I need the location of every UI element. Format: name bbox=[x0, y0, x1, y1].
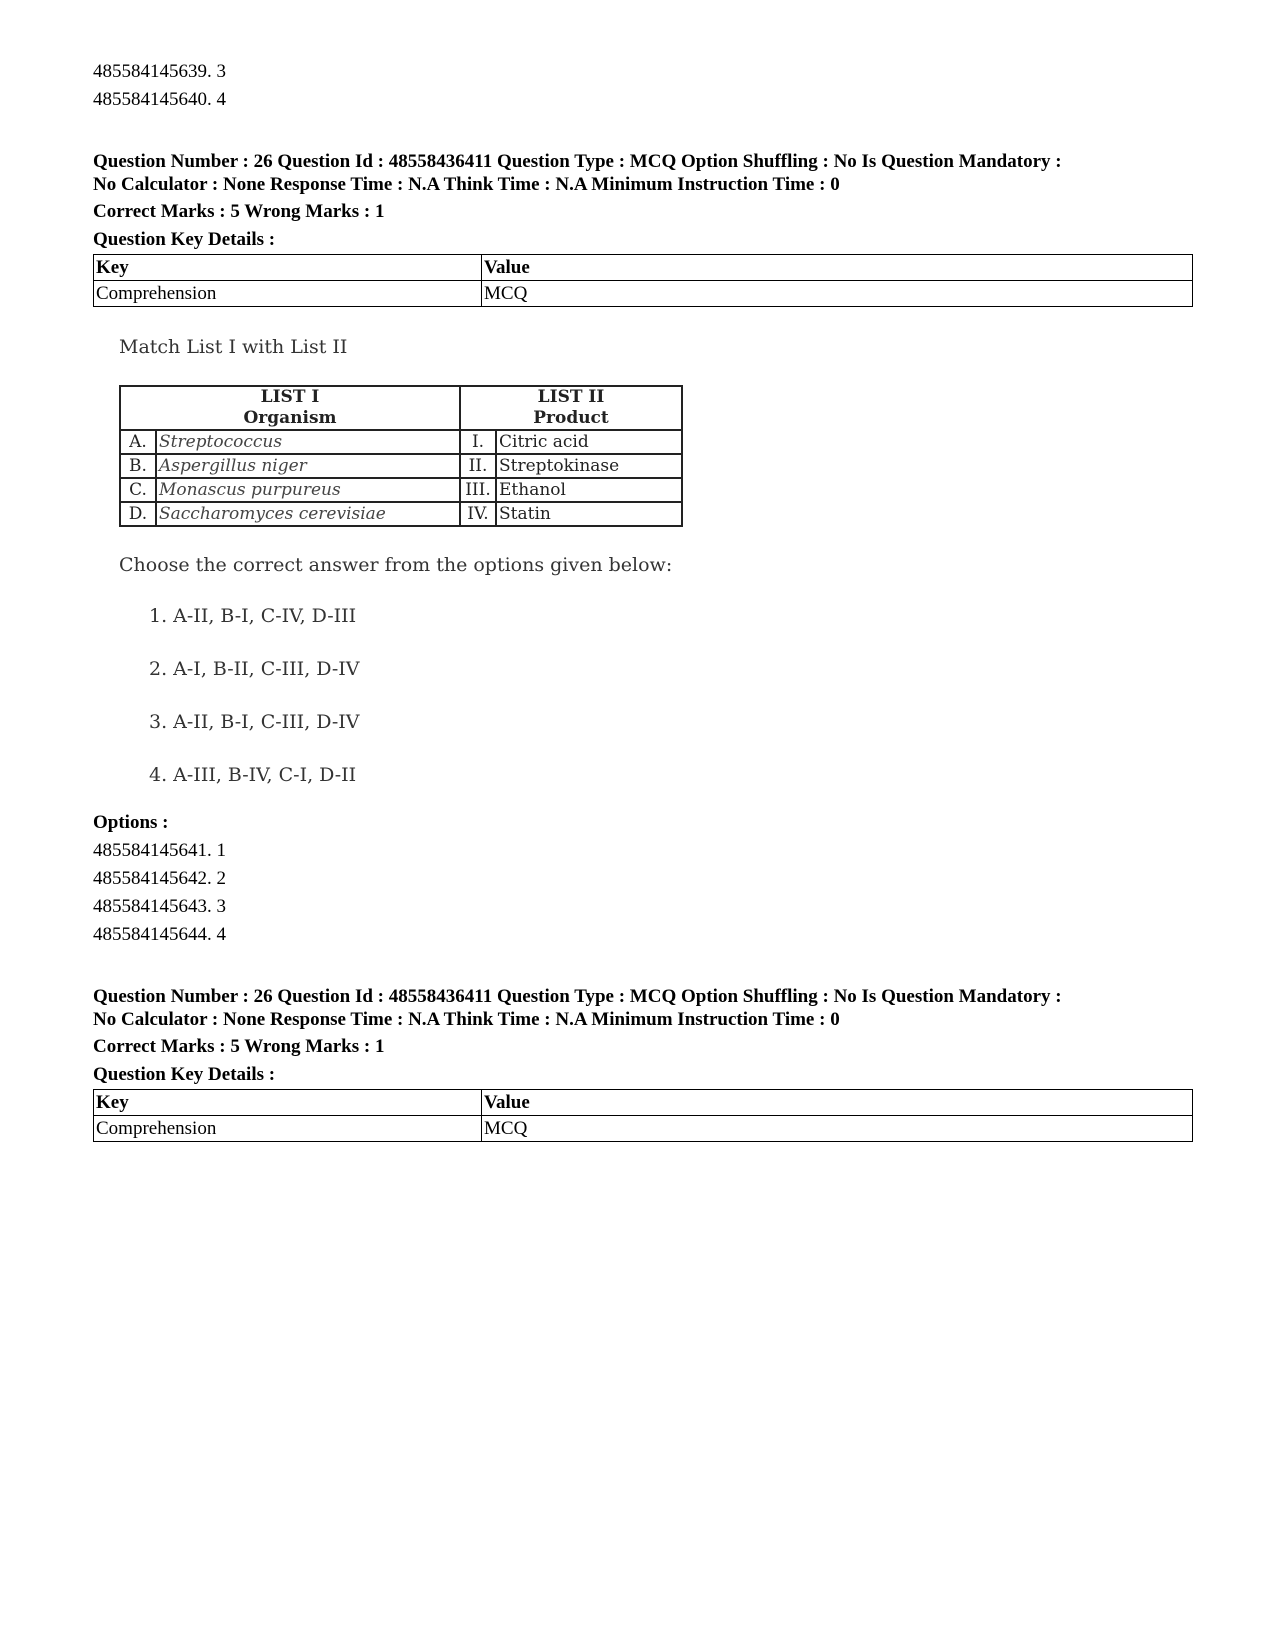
question-header-line2: No Calculator : None Response Time : N.A Think Time : N.A Minimum Instruction Time : 0 bbox=[93, 174, 840, 195]
table-cell: MCQ bbox=[482, 1116, 1193, 1142]
match-row bbox=[120, 502, 682, 526]
answer-choice: 1. A-II, B-I, C-IV, D-III bbox=[149, 605, 357, 627]
table-header-cell: Value bbox=[482, 1090, 1193, 1116]
option-item: 485584145644. 4 bbox=[93, 924, 226, 945]
table-header-row bbox=[94, 255, 1193, 281]
answer-choice: 2. A-I, B-II, C-III, D-IV bbox=[149, 658, 360, 680]
organism-cell: Aspergillus niger bbox=[156, 454, 460, 478]
option-item: 485584145639. 3 bbox=[93, 61, 226, 82]
list1-header bbox=[120, 386, 460, 430]
table-header-cell: Key bbox=[94, 1090, 482, 1116]
list1-letter: A. bbox=[120, 430, 156, 454]
question-block bbox=[93, 985, 1193, 1142]
question-header-line2: No Calculator : None Response Time : N.A Think Time : N.A Minimum Instruction Time : 0 bbox=[93, 1009, 840, 1030]
product-cell: Citric acid bbox=[496, 430, 682, 454]
question-block bbox=[93, 150, 1193, 949]
list2-title: LIST II bbox=[537, 387, 605, 407]
table-cell: Comprehension bbox=[94, 281, 482, 307]
table-cell: MCQ bbox=[482, 281, 1193, 307]
answer-choice: 3. A-II, B-I, C-III, D-IV bbox=[149, 711, 360, 733]
marks-line: Correct Marks : 5 Wrong Marks : 1 bbox=[93, 1036, 385, 1057]
table-cell: Comprehension bbox=[94, 1116, 482, 1142]
key-details-table bbox=[93, 1089, 1193, 1142]
option-item: 485584145641. 1 bbox=[93, 840, 226, 861]
list2-subtitle: Product bbox=[533, 408, 609, 428]
key-details-table bbox=[93, 254, 1193, 307]
list2-numeral: I. bbox=[460, 430, 496, 454]
prev-option-list bbox=[93, 58, 1193, 114]
match-row bbox=[120, 454, 682, 478]
question-body-image bbox=[119, 335, 759, 787]
question-header-line1: Question Number : 26 Question Id : 48558436411 Question Type : MCQ Option Shuffling : No Is Question Mandatory : bbox=[93, 986, 1062, 1007]
key-details-label: Question Key Details : bbox=[93, 229, 276, 250]
option-item: 485584145640. 4 bbox=[93, 89, 226, 110]
option-item: 485584145642. 2 bbox=[93, 868, 226, 889]
match-row bbox=[120, 478, 682, 502]
table-row bbox=[94, 1116, 1193, 1142]
list2-header bbox=[460, 386, 682, 430]
question-header-line1: Question Number : 26 Question Id : 48558436411 Question Type : MCQ Option Shuffling : No Is Question Mandatory : bbox=[93, 151, 1062, 172]
list1-letter: D. bbox=[120, 502, 156, 526]
table-header-row bbox=[94, 1090, 1193, 1116]
list1-letter: B. bbox=[120, 454, 156, 478]
match-row bbox=[120, 430, 682, 454]
choose-instruction: Choose the correct answer from the options given below: bbox=[119, 554, 673, 576]
match-table-header bbox=[120, 386, 682, 430]
option-item: 485584145643. 3 bbox=[93, 896, 226, 917]
table-row bbox=[94, 281, 1193, 307]
options-label: Options : bbox=[93, 812, 169, 833]
key-details-label: Question Key Details : bbox=[93, 1064, 276, 1085]
organism-cell: Saccharomyces cerevisiae bbox=[156, 502, 460, 526]
list1-subtitle: Organism bbox=[243, 408, 337, 428]
organism-cell: Streptococcus bbox=[156, 430, 460, 454]
document-page bbox=[93, 58, 1193, 1142]
product-cell: Ethanol bbox=[496, 478, 682, 502]
product-cell: Streptokinase bbox=[496, 454, 682, 478]
table-header-cell: Key bbox=[94, 255, 482, 281]
list1-title: LIST I bbox=[260, 387, 320, 407]
match-list-table bbox=[119, 385, 683, 527]
list2-numeral: III. bbox=[460, 478, 496, 502]
list2-numeral: II. bbox=[460, 454, 496, 478]
list1-letter: C. bbox=[120, 478, 156, 502]
table-header-cell: Value bbox=[482, 255, 1193, 281]
organism-cell: Monascus purpureus bbox=[156, 478, 460, 502]
product-cell: Statin bbox=[496, 502, 682, 526]
marks-line: Correct Marks : 5 Wrong Marks : 1 bbox=[93, 201, 385, 222]
list2-numeral: IV. bbox=[460, 502, 496, 526]
question-intro: Match List I with List II bbox=[119, 336, 348, 358]
answer-choice: 4. A-III, B-IV, C-I, D-II bbox=[149, 764, 357, 786]
